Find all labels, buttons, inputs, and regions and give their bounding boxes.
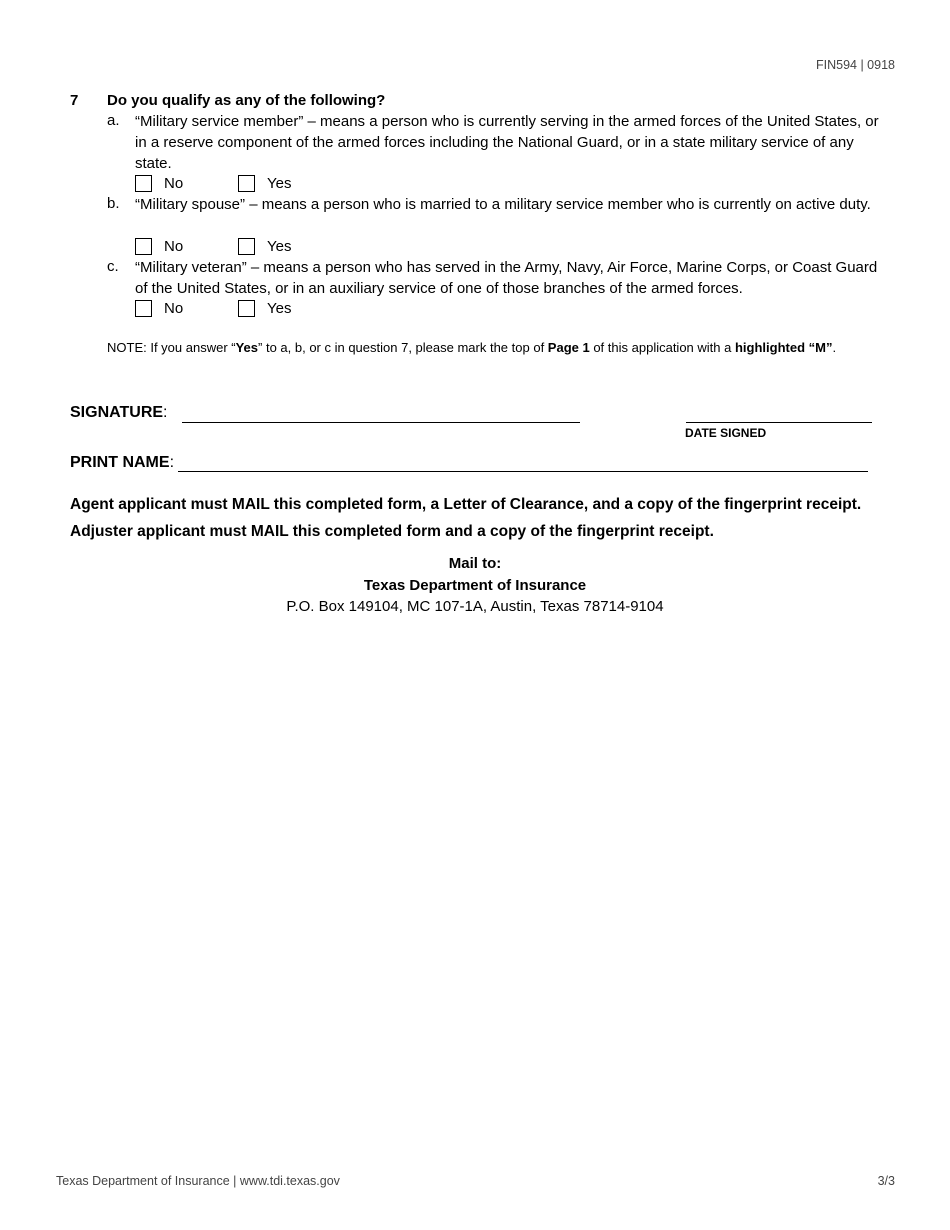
- footer-org: Texas Department of Insurance | www.tdi.texas.gov: [56, 1174, 340, 1188]
- note-yes: Yes: [235, 340, 259, 355]
- item-c-no-label: No: [164, 299, 184, 317]
- note-highlight: highlighted “M”: [734, 340, 833, 355]
- item-c-no-checkbox[interactable]: [135, 300, 152, 317]
- signature-field[interactable]: [182, 422, 580, 423]
- note-middle2: of this application with a: [589, 340, 735, 355]
- item-a-no-checkbox[interactable]: [135, 175, 152, 192]
- note-prefix: NOTE: If you answer “: [107, 340, 236, 355]
- item-a-text: “Military service member” – means a person who is currently serving in the armed forces of the United States, or in a reserve component of the armed forces including the National Guard, or in a state military service of any state.: [135, 113, 879, 172]
- item-c-text: “Military veteran” – means a person who has served in the Army, Navy, Air Force, Marine Corps, or Coast Guard of the United States, or in an auxiliary service of one of those branches of the armed forces.: [135, 259, 878, 297]
- item-b-text: “Military spouse” – means a person who is married to a military service member who is currently on active duty.: [135, 196, 871, 213]
- item-b-options: [135, 236, 291, 256]
- print-name-colon: :: [169, 454, 175, 471]
- question-title: Do you qualify as any of the following?: [107, 92, 386, 109]
- note-suffix: .: [832, 340, 837, 355]
- print-name-label-text: PRINT NAME: [70, 454, 170, 471]
- mail-address: P.O. Box 149104, MC 107-1A, Austin, Texas 78714-9104: [286, 598, 664, 615]
- item-c-letter: c.: [107, 258, 119, 275]
- note: [107, 340, 836, 355]
- item-b-yes-checkbox[interactable]: [238, 238, 255, 255]
- agent-instruction: Agent applicant must MAIL this completed form, a Letter of Clearance, and a copy of the fingerprint receipt.: [70, 496, 862, 513]
- item-a-letter: a.: [107, 112, 120, 129]
- print-name-label: [70, 454, 174, 472]
- signature-colon: :: [163, 404, 168, 421]
- mail-org: Texas Department of Insurance: [363, 577, 587, 594]
- page-number: 3/3: [877, 1174, 895, 1188]
- item-c-options: [135, 298, 291, 318]
- note-page: Page 1: [547, 340, 590, 355]
- signature-label-text: SIGNATURE: [70, 404, 164, 421]
- item-b-yes-label: Yes: [267, 237, 292, 255]
- item-b-no-checkbox[interactable]: [135, 238, 152, 255]
- form-code: FIN594 | 0918: [816, 58, 895, 72]
- item-c-yes-label: Yes: [267, 299, 292, 317]
- signature-label: [70, 404, 168, 422]
- item-c-yes-checkbox[interactable]: [238, 300, 255, 317]
- date-signed-field[interactable]: [686, 422, 872, 423]
- item-a-yes-checkbox[interactable]: [238, 175, 255, 192]
- item-b-letter: b.: [107, 195, 120, 212]
- adjuster-instruction: Adjuster applicant must MAIL this completed form and a copy of the fingerprint receipt.: [70, 523, 714, 540]
- question-number: 7: [70, 92, 79, 109]
- mail-heading: Mail to:: [448, 555, 502, 572]
- date-signed-label: DATE SIGNED: [685, 426, 767, 440]
- item-b-no-label: No: [164, 237, 184, 255]
- print-name-field[interactable]: [178, 471, 868, 472]
- item-a-options: [135, 173, 291, 193]
- item-a-no-label: No: [164, 174, 184, 192]
- note-middle: ” to a, b, or c in question 7, please mark the top of: [258, 340, 548, 355]
- item-a-yes-label: Yes: [267, 174, 292, 192]
